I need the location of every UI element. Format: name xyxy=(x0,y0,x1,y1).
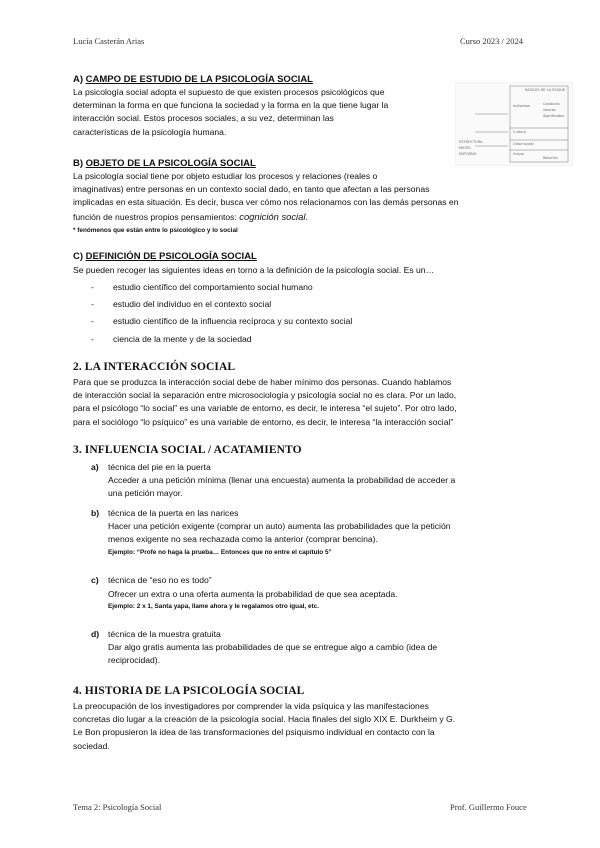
item-a-line: Acceder a una petición mínima (llenar una encuesta) aumenta la probabilidad de acceder a xyxy=(108,475,456,485)
item-b-line: menos exigente no sea rechazada como la anterior (comprar bencina). xyxy=(108,534,378,545)
diagram-row: Cultura xyxy=(513,130,526,134)
section-4-text xyxy=(73,700,455,753)
item-c-title: técnica de “eso no es todo” xyxy=(108,575,212,585)
diagram-left-label: MICRO xyxy=(459,146,471,150)
psyche-diagram xyxy=(455,82,573,166)
item-d-title: técnica de la muestra gratuita xyxy=(108,629,221,639)
diagram-row: Grupo xyxy=(513,152,524,156)
section-4-line: concretas dio lugar a la creación de la psicología social. Hacia finales del siglo XIX E. Durkheim y G. xyxy=(73,714,456,725)
diagram-left-label: ESTRUCTURA xyxy=(459,140,483,144)
footer-professor: Prof. Guillermo Fouce xyxy=(450,802,527,812)
section-b-line: implicadas en esta situación. Es decir, busca ver cómo nos relacionamos con las demás personas en xyxy=(73,197,459,208)
diagram-note: valores xyxy=(543,108,556,112)
header-course: Curso 2023 / 2024 xyxy=(460,36,524,46)
section-b-text xyxy=(73,170,459,224)
item-b-example: Ejemplo: “Profe no haga la prueba… Entonces que no entre el capítulo 5” xyxy=(108,549,332,556)
item-d-label: d) xyxy=(91,629,100,639)
section-2-line: de interacción social la separación entre microsociología y psicología social no es clara. Por un lado, xyxy=(73,390,457,401)
section-a-title: CAMPO DE ESTUDIO DE LA PSICOLOGÍA SOCIAL xyxy=(85,74,313,85)
item-b-title: técnica de la puerta en las narices xyxy=(108,508,239,518)
item-b-label: b) xyxy=(91,508,100,518)
item-b-line: Hacer una petición exigente (comprar un auto) aumenta las probabilidades que la petición xyxy=(108,521,451,531)
item-a-title: técnica del pie en la puerta xyxy=(108,462,211,472)
item-a-line: una petición mayor. xyxy=(108,488,183,499)
section-b-line-last xyxy=(73,210,459,224)
diagram-note: Significados xyxy=(543,114,565,118)
section-b-line: imaginativas) entre personas en un contexto social dado, en tanto que afectan a las personas xyxy=(73,184,430,195)
item-d-line: reciprocidad). xyxy=(108,655,161,666)
section-b-last-end: . xyxy=(305,211,308,222)
section-b-label: B) xyxy=(73,158,84,169)
section-c-label: C) xyxy=(73,251,84,262)
section-2-line: Para que se produzca la interacción social debe de haber mínimo dos personas. Cuando hablamos xyxy=(73,377,452,387)
section-4-line: sociedad. xyxy=(73,740,110,751)
item-b-body xyxy=(108,520,451,546)
item-c-example: Ejemplo: 2 x 1, Santa yapa, llame ahora y le regalamos otro igual, etc. xyxy=(108,603,319,610)
item-c-line: Ofrecer un extra o una oferta aumenta la probabilidad de que sea aceptada. xyxy=(108,589,398,599)
section-b-italic-term: cognición social xyxy=(239,210,306,222)
section-c-heading xyxy=(73,251,257,262)
section-2-line: para el psicólogo “lo social” es una variable de entorno, es decir, le interesa “el sujeto”. Por otro lado, xyxy=(73,403,457,414)
section-b-footnote: * fenómenos que están entre lo psicológico y lo social xyxy=(73,227,238,234)
item-d-body xyxy=(108,641,437,667)
section-4-title: 4. HISTORIA DE LA PSICOLOGÍA SOCIAL xyxy=(73,685,305,697)
diagram-row: Individual xyxy=(513,104,531,108)
item-c-label: c) xyxy=(91,575,99,585)
section-2-text xyxy=(73,376,457,429)
diagram-note: Relación xyxy=(543,156,558,160)
item-a-label: a) xyxy=(91,462,99,472)
section-b-last-text: función de nuestros propios pensamientos: xyxy=(73,211,240,222)
item-d-line: Dar algo gratis aumenta las probabilidades de que se entregue algo a cambio (idea de xyxy=(108,642,438,652)
diagram-row: Clase social xyxy=(513,142,534,146)
diagram-top-label: RASGOS DE LA PSIQUE xyxy=(525,88,566,92)
section-3-title: 3. INFLUENCIA SOCIAL / ACATAMIENTO xyxy=(73,444,302,456)
item-a-body xyxy=(108,474,455,500)
diagram-note: Conducta xyxy=(543,102,560,106)
footer-topic: Tema 2: Psicología Social xyxy=(73,802,162,812)
section-c-title: DEFINICIÓN DE PSICOLOGÍA SOCIAL xyxy=(85,251,257,262)
section-4-line: Le Bon propusieron la idea de las transformaciones del psiquismo individual en contacto con la xyxy=(73,727,435,738)
section-2-title: 2. LA INTERACCIÓN SOCIAL xyxy=(73,361,236,373)
section-2-line: para el sociólogo “lo psíquico” es una variable de entorno, es decir, le interesa “la interacción social” xyxy=(73,416,454,427)
section-a-line: interacción social. Estos procesos sociales, a su vez, determinan las xyxy=(73,113,334,124)
section-a-line: La psicología social adopta el supuesto de que existen procesos psicológicos que xyxy=(73,87,385,97)
section-a-line: determinan la forma en que funciona la sociedad y la forma en la que tiene lugar la xyxy=(73,100,389,111)
section-c-intro: Se pueden recoger las siguientes ideas en torno a la definición de la psicología social. Es un… xyxy=(73,265,435,275)
item-c-body xyxy=(108,588,398,601)
diagram-left-label: ENTORNO xyxy=(459,152,477,156)
section-4-line: La preocupación de los investigadores por comprender la vida psíquica y las manifestaciones xyxy=(73,701,429,711)
header-author: Lucía Casterán Arias xyxy=(73,36,145,46)
section-b-heading xyxy=(73,158,256,169)
section-a-text xyxy=(73,86,388,139)
section-a-label: A) xyxy=(73,74,84,85)
section-a-line: características de la psicología humana. xyxy=(73,126,227,137)
section-b-title: OBJETO DE LA PSICOLOGÍA SOCIAL xyxy=(85,158,256,169)
section-a-heading xyxy=(73,74,313,85)
section-b-line: La psicología social tiene por objeto estudiar los procesos y relaciones (reales o xyxy=(73,171,378,181)
